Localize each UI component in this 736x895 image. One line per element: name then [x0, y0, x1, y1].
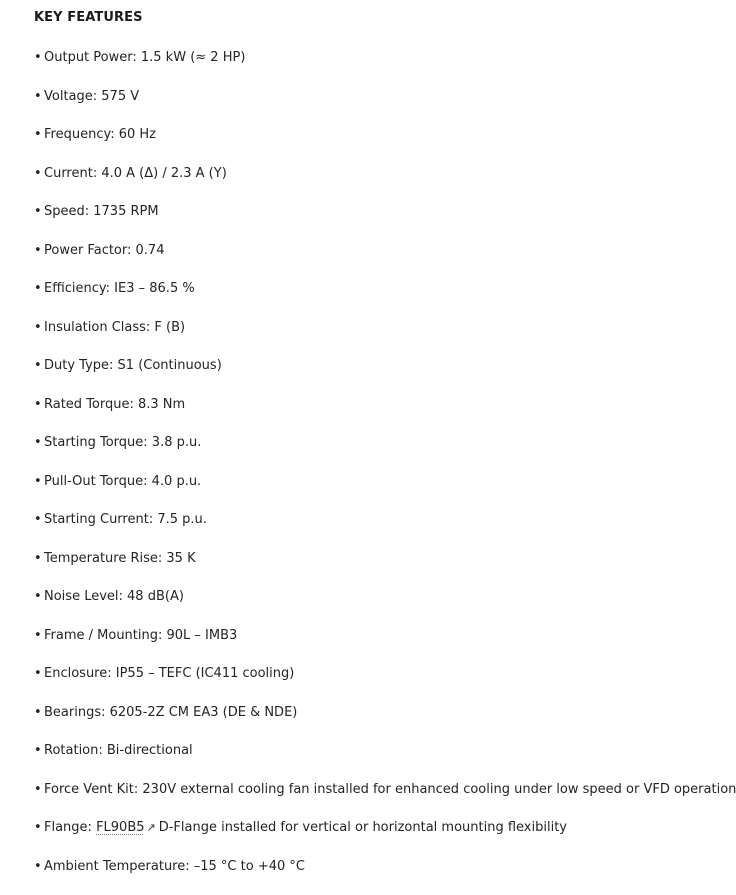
bullet: • — [34, 741, 44, 761]
feature-text: Frame / Mounting: 90L – IMB3 — [44, 628, 237, 643]
feature-ambient-temperature — [34, 857, 734, 895]
feature-text: Speed: 1735 RPM — [44, 204, 159, 219]
feature-duty-type — [34, 356, 734, 395]
bullet: • — [34, 202, 44, 222]
feature-text: Rotation: Bi-directional — [44, 743, 193, 758]
bullet: • — [34, 318, 44, 338]
feature-text: Rated Torque: 8.3 Nm — [44, 397, 185, 412]
feature-text: Voltage: 575 V — [44, 89, 139, 104]
feature-starting-current — [34, 510, 734, 549]
feature-text: Pull-Out Torque: 4.0 p.u. — [44, 474, 201, 489]
bullet: • — [34, 780, 44, 800]
feature-text: Output Power: 1.5 kW (≈ 2 HP) — [44, 50, 245, 65]
feature-text: Noise Level: 48 dB(A) — [44, 589, 184, 604]
bullet: • — [34, 703, 44, 723]
bullet: • — [34, 510, 44, 530]
bullet: • — [34, 857, 44, 877]
flange-prefix: Flange: — [44, 820, 96, 835]
feature-text: Force Vent Kit: 230V external cooling fan installed for enhanced cooling under low speed or VFD operation — [44, 782, 736, 797]
feature-text: Enclosure: IP55 – TEFC (IC411 cooling) — [44, 666, 294, 681]
bullet: • — [34, 48, 44, 68]
section-title: KEY FEATURES — [34, 10, 143, 25]
feature-text: Ambient Temperature: –15 °C to +40 °C — [44, 859, 305, 874]
key-features-list — [34, 48, 734, 895]
bullet: • — [34, 664, 44, 684]
bullet: • — [34, 587, 44, 607]
feature-temperature-rise — [34, 549, 734, 588]
feature-bearings — [34, 703, 734, 742]
bullet: • — [34, 356, 44, 376]
feature-insulation-class — [34, 318, 734, 357]
flange-link[interactable]: FL90B5 — [96, 820, 144, 835]
feature-text: Duty Type: S1 (Continuous) — [44, 358, 222, 373]
bullet: • — [34, 279, 44, 299]
feature-text: Insulation Class: F (B) — [44, 320, 185, 335]
bullet: • — [34, 472, 44, 492]
bullet: • — [34, 626, 44, 646]
feature-text: Temperature Rise: 35 K — [44, 551, 196, 566]
feature-text: Efficiency: IE3 – 86.5 % — [44, 281, 195, 296]
feature-flange — [34, 818, 734, 857]
bullet: • — [34, 395, 44, 415]
feature-text: Starting Torque: 3.8 p.u. — [44, 435, 201, 450]
feature-speed — [34, 202, 734, 241]
bullet: • — [34, 125, 44, 145]
feature-current — [34, 164, 734, 203]
flange-suffix: D-Flange installed for vertical or horizontal mounting flexibility — [159, 820, 567, 835]
feature-text: Current: 4.0 A (Δ) / 2.3 A (Y) — [44, 166, 227, 181]
feature-force-vent-kit — [34, 780, 734, 819]
feature-text: Bearings: 6205-2Z CM EA3 (DE & NDE) — [44, 705, 297, 720]
feature-rotation — [34, 741, 734, 780]
feature-text: Power Factor: 0.74 — [44, 243, 164, 258]
feature-output-power — [34, 48, 734, 87]
bullet: • — [34, 433, 44, 453]
feature-power-factor — [34, 241, 734, 280]
feature-rated-torque — [34, 395, 734, 434]
bullet: • — [34, 549, 44, 569]
feature-frequency — [34, 125, 734, 164]
feature-starting-torque — [34, 433, 734, 472]
bullet: • — [34, 818, 44, 838]
feature-noise-level — [34, 587, 734, 626]
feature-text: Frequency: 60 Hz — [44, 127, 156, 142]
bullet: • — [34, 164, 44, 184]
feature-frame-mounting — [34, 626, 734, 665]
feature-text: Starting Current: 7.5 p.u. — [44, 512, 207, 527]
feature-voltage — [34, 87, 734, 126]
external-link-icon[interactable]: ↗ — [147, 818, 156, 838]
bullet: • — [34, 87, 44, 107]
feature-pull-out-torque — [34, 472, 734, 511]
feature-enclosure — [34, 664, 734, 703]
bullet: • — [34, 241, 44, 261]
feature-efficiency — [34, 279, 734, 318]
